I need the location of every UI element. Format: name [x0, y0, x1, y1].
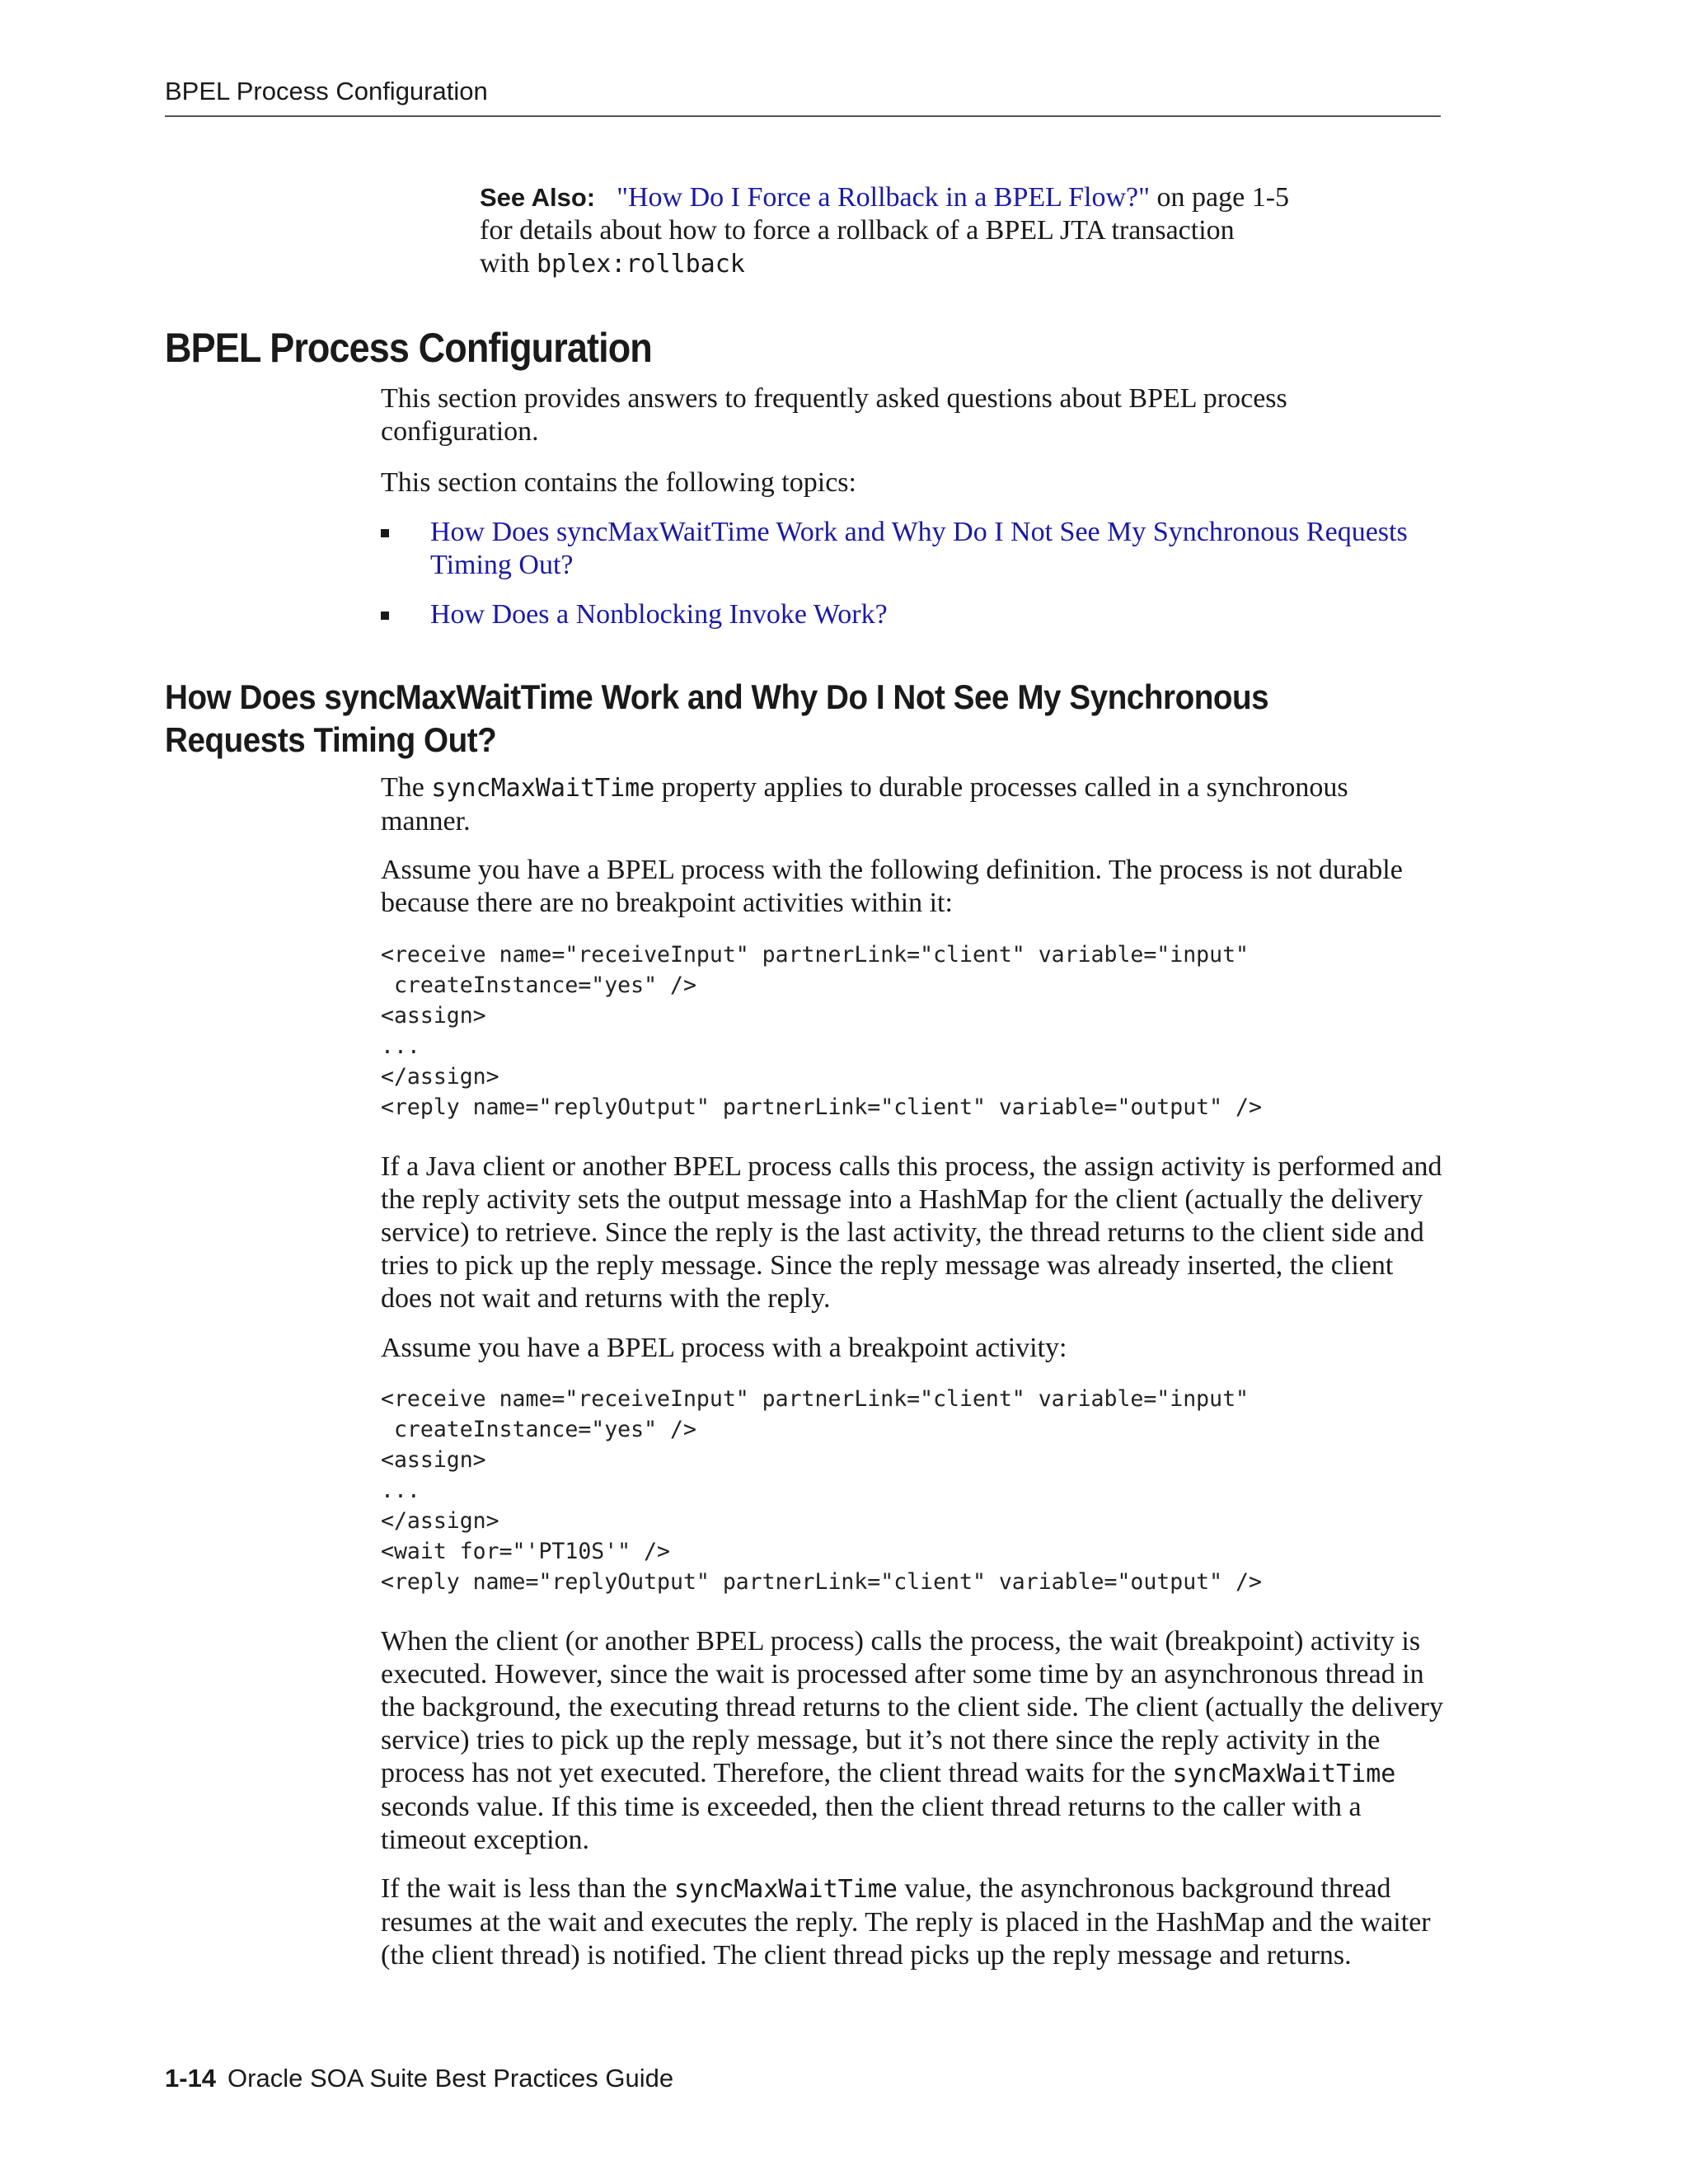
- page-footer: [165, 2063, 673, 2094]
- p6-code: syncMaxWaitTime: [673, 1875, 898, 1904]
- bullet-square-icon: [381, 529, 389, 537]
- topic-link-syncmaxwaittime[interactable]: How Does syncMaxWaitTime Work and Why Do I Not See My Synchronous Requests Timing Out?: [430, 517, 1408, 580]
- see-also-line2: for details about how to force a rollback of a BPEL JTA transaction: [480, 215, 1235, 246]
- see-also-page-ref: on page 1-5: [1150, 182, 1290, 213]
- subsection-title: How Does syncMaxWaitTime Work and Why Do I Not See My Synchronous Requests Timing Out?: [165, 677, 1269, 759]
- code-line: </assign>: [381, 1064, 499, 1090]
- p1-code: syncMaxWaitTime: [431, 774, 655, 803]
- topic-link-nonblocking-invoke[interactable]: How Does a Nonblocking Invoke Work?: [430, 599, 888, 630]
- list-item: [381, 598, 1444, 631]
- book-title: Oracle SOA Suite Best Practices Guide: [227, 2064, 674, 2093]
- code-line: <receive name="receiveInput" partnerLink="client" variable="input": [381, 1386, 1249, 1412]
- code-block-1: [381, 940, 1535, 1122]
- paragraph-3: If a Java client or another BPEL process calls this process, the assign activity is performed and the reply activity sets the output message into a HashMap for the client (actually the delivery service) to retrieve. Since the reply is the last activity, the thread returns to the client side and tries to pick up the reply message. Since the reply message was already inserted, the client does not wait and returns with the reply.: [381, 1151, 1442, 1314]
- page-number: 1-14: [165, 2064, 217, 2093]
- code-line: </assign>: [381, 1508, 499, 1534]
- p5-prefix: When the client (or another BPEL process) calls the process, the wait (breakpoint) activity is executed. However, since the wait is processed after some time by an asynchronous thread in the background, the executing thread returns to the client side. The client (actually the delivery service) tries to pick up the reply message, but it’s not there since the reply activity in the process has not yet executed. Therefore, the client thread waits for the: [381, 1626, 1444, 1788]
- code-line: createInstance="yes" />: [381, 1417, 696, 1442]
- running-header: BPEL Process Configuration: [165, 77, 488, 105]
- code-line: ...: [381, 1478, 420, 1503]
- paragraph-4: Assume you have a BPEL process with a breakpoint activity:: [381, 1333, 1067, 1363]
- code-line: <reply name="replyOutput" partnerLink="client" variable="output" />: [381, 1569, 1262, 1595]
- section-title: BPEL Process Configuration: [165, 325, 652, 371]
- topics-intro: This section contains the following topics:: [381, 467, 856, 498]
- code-line: <receive name="receiveInput" partnerLink="client" variable="input": [381, 942, 1249, 968]
- see-also-code: bplex:rollback: [536, 250, 745, 279]
- paragraph-5: [381, 1625, 1444, 1857]
- see-also-note: [480, 181, 1386, 281]
- paragraph-1: [381, 771, 1444, 838]
- see-also-line3-prefix: with: [480, 248, 537, 279]
- code-block-2: [381, 1384, 1535, 1597]
- bullet-square-icon: [381, 612, 389, 620]
- p1-prefix: The: [381, 772, 432, 803]
- code-line: createInstance="yes" />: [381, 972, 696, 998]
- see-also-label: See Also:: [480, 183, 596, 212]
- code-line: <wait for="'PT10S'" />: [381, 1539, 670, 1564]
- code-line: <assign>: [381, 1003, 486, 1029]
- paragraph-2: Assume you have a BPEL process with the following definition. The process is not durable because there are no breakpoint activities within it:: [381, 855, 1403, 918]
- rollback-xref-link[interactable]: "How Do I Force a Rollback in a BPEL Flow?": [617, 182, 1151, 213]
- code-line: <assign>: [381, 1447, 486, 1473]
- code-line: ...: [381, 1033, 420, 1059]
- section-intro: This section provides answers to frequently asked questions about BPEL process configuration.: [381, 383, 1287, 447]
- topics-list: [381, 516, 1444, 648]
- p6-prefix: If the wait is less than the: [381, 1873, 674, 1904]
- code-line: <reply name="replyOutput" partnerLink="client" variable="output" />: [381, 1094, 1262, 1120]
- p5-code: syncMaxWaitTime: [1172, 1760, 1396, 1788]
- p6-suffix: value, the asynchronous background thread resumes at the wait and executes the reply. The reply is placed in the HashMap and the waiter (the client thread) is notified. The client thread picks up the reply message and returns.: [381, 1873, 1431, 1971]
- p1-suffix: property applies to durable processes called in a synchronous manner.: [381, 772, 1348, 837]
- list-item: [381, 516, 1444, 582]
- p5-suffix: seconds value. If this time is exceeded, then the client thread returns to the caller with a timeout exception.: [381, 1792, 1362, 1855]
- paragraph-6: [381, 1872, 1444, 1972]
- header-rule: [165, 115, 1441, 117]
